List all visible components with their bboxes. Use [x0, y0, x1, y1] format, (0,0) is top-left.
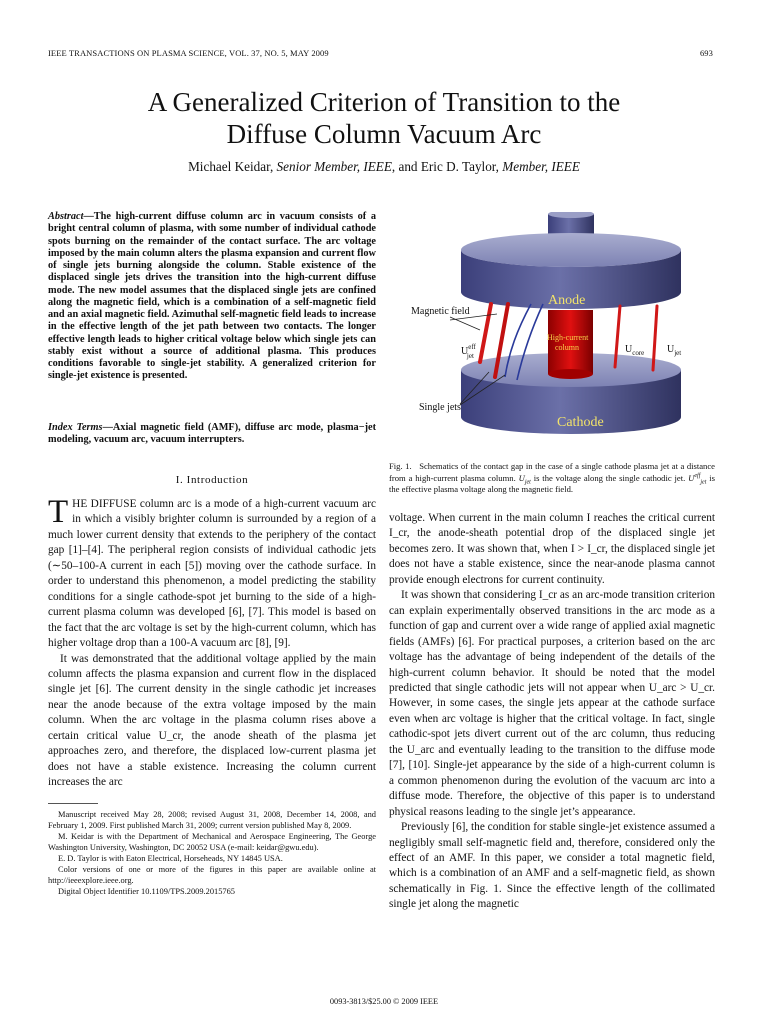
- right-column-text: [389, 511, 715, 913]
- intro-paragraph-1: [48, 494, 376, 652]
- abstract: [48, 211, 376, 383]
- footnote-rule: [48, 803, 98, 804]
- right-paragraph-1: voltage. When current in the main column I reaches the critical current I_cr, the anode-sheath potential drop of the displaced single jet becomes zero. It was shown that, when I > I_cr, the displaced single jet does not have a stable existence, since the near-anode plasma cannot provide enough electrons for current continuity.: [389, 512, 715, 586]
- author-1-name: Michael Keidar: [188, 159, 270, 174]
- author-line: Michael Keidar, Senior Member, IEEE, and Eric D. Taylor, Member, IEEE: [188, 159, 580, 174]
- footnote-keidar: M. Keidar is with the Department of Mechanical and Aerospace Engineering, The George Washington University, Washington, DC 20052 USA (e-mail: keidar@gwu.edu).: [48, 832, 376, 852]
- column-label: column: [555, 343, 579, 352]
- index-terms: [48, 422, 376, 447]
- abstract-lead: Abstract: [48, 211, 84, 222]
- right-paragraph-3: Previously [6], the condition for stable single-jet existence assumed a negligibly small self-magnetic field and, therefore, considered only the effect of an AMF. In this paper, we consider a total magnetic field, which is a combination of an AMF and a self-magnetic field, as shown schematically in Fig. 1. Since the effective length of the collimated single jet along the magnetic: [389, 821, 715, 911]
- footnotes: [48, 809, 376, 897]
- abstract-text: —The high-current diffuse column arc in vacuum consists of a bright central column of plasma, with some number of individual cathode spots burning on the remainder of the contact surface. The arc voltage imposed by the main column alters the plasma expansion and current flow of single jets burning alongside the column. Stable existence of the displaced single jets drives the transition into the high-current diffuse mode. The new model assumes that the displaced single jets are confined along the magnetic field, which is a combination of a self-magnetic field and an axial magnetic field. Azimuthal self-magnetic field leads to increase in the effective length of the jet path between two contacts. The longer effective length leads to higher critical voltage below which single jets can stably exist without a source of additional plasma. This produces conditions favorable to single-jet stability. A generalized criterion for single-jet existence is presented.: [48, 211, 376, 382]
- running-header: IEEE TRANSACTIONS ON PLASMA SCIENCE, VOL. 37, NO. 5, MAY 2009: [48, 48, 329, 58]
- u-jet-eff-label: $U^{eff}$ jet: [461, 343, 476, 360]
- caption-u-eff: $U^{eff}_{jet}$: [688, 472, 707, 486]
- author-joiner: , and: [391, 159, 421, 174]
- footnote-taylor: E. D. Taylor is with Eaton Electrical, Horseheads, NY 14845 USA.: [58, 854, 283, 863]
- footnote-color: Color versions of one or more of the figures in this paper are available online at http://ieeexplore.ieee.org.: [48, 865, 376, 885]
- figure-caption: [389, 461, 715, 496]
- author-2-name: Eric D. Taylor: [420, 159, 496, 174]
- paper-title-line-1: A Generalized Criterion of Transition to the: [147, 87, 621, 117]
- intro-p1-text: HE DIFFUSE column arc is a mode of a high-current vacuum arc in which a visibly brighter column is surrounded by a region of a much lower current density that extends to the periphery of the contact gap [1]–[4]. The peripheral region consists of individual cathodic jets (∼50–100-A current in each [5]) moving over the cathode surface. In order to understand this phenomenon, a model predicting the stability conditions for a single cathode-spot jet burning to the side of a high-current plasma column was developed [6], [7]. This model is based on the fact that the arc voltage is set by the high-current column, which has higher voltage drop than a 100-A vacuum arc [8], [9].: [48, 498, 376, 650]
- introduction-text: [48, 494, 376, 791]
- caption-lead: Fig. 1.: [389, 461, 412, 471]
- intro-paragraph-2: It was demonstrated that the additional voltage applied by the main column affects the plasma expansion and current flow in the displaced single jet [6]. The current density in the single cathodic jet increases near the anode because of the extra voltage imposed by the main column. When the arc voltage in the plasma column rises above a certain critical value U_cr, the anode sheath of the plasma jet approaches zero, and therefore, the displaced low-current plasma jet does not have a stable existence. Increasing the column current increases the arc: [48, 652, 376, 789]
- author-2-role: Member, IEEE: [502, 159, 580, 174]
- right-paragraph-2: It was shown that considering I_cr as an arc-mode transition criterion can explain experimentally observed transitions in the arc mode as a function of gap and current over a wide range of applied axial magnetic fields (AMFs) [6]. For practical purposes, a criterion based on the arc voltage has the advantage of being independent of the details of the high-current column behavior. It should be noted that the model predicted that single cathodic jets will not appear when U_arc > U_cr. However, in some cases, the single jets appear at the cathode surface even when arc voltage is higher that the critical voltage. In fact, single cathodic-spot jets divert current out of the arc column, thus reducing the U_arc and eventually leading to the transition to the diffuse mode [7], [10]. Single-jet appearance by the side of a high-current column is a common phenomenon during the evolution of the vacuum arc into a diffuse mode. Therefore, the objective of this paper is to understand physical reasons leading to the single jet’s appearance.: [389, 589, 715, 818]
- anode-label: Anode: [548, 293, 586, 308]
- paper-title-line-2: Diffuse Column Vacuum Arc: [226, 119, 542, 149]
- page-number: 693: [699, 48, 713, 58]
- drop-cap: T: [48, 494, 69, 530]
- caption-part-c: is the effective plasma voltage along the magnetic field.: [389, 472, 715, 494]
- caption-u-jet: $U_{jet}$: [518, 472, 531, 486]
- caption-part-a: Schematics of the contact gap in the case of a single cathode plasma jet at a distance from a high-current plasma column.: [389, 461, 715, 483]
- contact-gap-schematic: [405, 212, 725, 452]
- high-current-label: High-current: [547, 333, 589, 342]
- footnote-manuscript: Manuscript received May 28, 2008; revised August 31, 2008, December 14, 2008, and February 1, 2009. First published March 31, 2009; current version published May 8, 2009.: [48, 810, 376, 830]
- cathode-label: Cathode: [557, 415, 604, 430]
- author-1-role: Senior Member, IEEE: [276, 159, 392, 174]
- u-core-label: $U_{core}$: [625, 344, 645, 357]
- magnetic-label: [411, 306, 470, 317]
- caption-part-b: is the voltage along the single cathodic jet.: [530, 472, 689, 483]
- copyright-footer: 0093-3813/$25.00 © 2009 IEEE: [329, 997, 439, 1006]
- footnote-doi: Digital Object Identifier 10.1109/TPS.2009.2015765: [58, 887, 235, 896]
- index-terms-text: —Axial magnetic field (AMF), diffuse arc mode, plasma−jet modeling, vacuum arc, vacuum interrupters.: [48, 422, 376, 446]
- single-jets-label: Single jets: [419, 402, 461, 413]
- index-terms-lead: Index Terms: [48, 422, 103, 433]
- u-jet-label: $U_{jet}$: [667, 344, 682, 357]
- section-heading-introduction: I. Introduction: [175, 474, 249, 486]
- magnetic-field-label: Magnetic field: [411, 306, 470, 317]
